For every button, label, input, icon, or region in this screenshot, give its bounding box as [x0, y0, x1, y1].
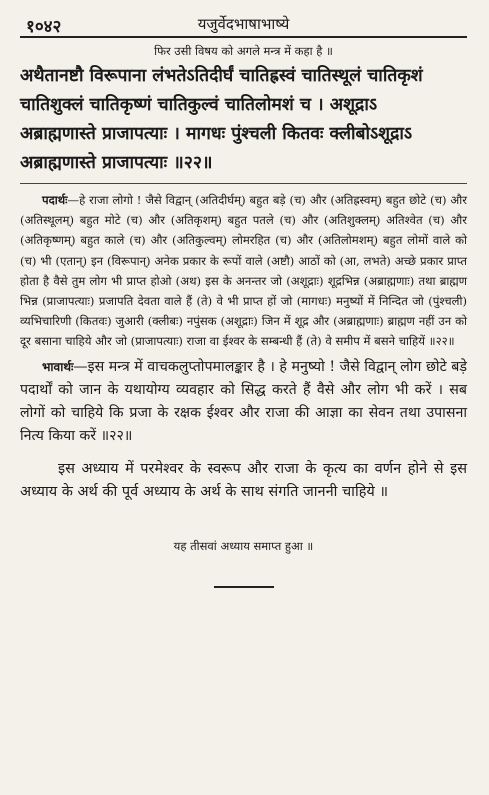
- section-divider: [20, 183, 467, 184]
- mantra-line: अब्राह्मणास्ते प्राजापत्याः ॥२२॥: [20, 153, 213, 173]
- running-title: यजुर्वेदभाषाभाष्ये: [197, 15, 290, 33]
- mantra-line: अथैतानष्टौ विरूपाना लंभतेऽतिदीर्घं चातिह्रस्वं चातिस्थूलं चातिकृशं: [20, 66, 423, 86]
- bhavartha-label: भावार्थः: [42, 359, 74, 374]
- padartha-label: पदार्थः: [42, 193, 68, 207]
- padartha-text: —हे राजा लोगो ! जैसे विद्वान् (अतिदीर्घम्) बहुत बड़े (च) और (अतिह्रस्वम्) बहुत छोटे (च) और (अतिस्थूलम्) बहुत मोटे (च) और (अतिकृशम्) बहुत पतले (च) और (अतिशुक्लम्) अतिश्वेत (च) और (अतिकृष्णम्) बहुत काले (च) और (अतिकुल्वम्) लोमरहित (च) और (अतिलोमशम्) बहुत लोमों वाले को (च) भी (एतान्) इन (विरूपान्) अनेक प्रकार के रूपों वाले (अष्टौ) आठों को (आ, लभते) अच्छे प्रकार प्राप्त होता है वैसे तुम लोग भी प्राप्त होओ (अथ) इस के अनन्तर जो (अशूद्राः) शूद्रभिन्न (अब्राह्मणाः) तथा ब्राह्मण भिन्न (प्राजापत्याः) प्रजापति देवता वाले हैं (ते) वे भी प्राप्त हों जो (मागधः) मनुष्यों में निन्दित जो (पुंश्चली) व्यभिचारिणी (कितवः) जुआरी (क्लीबः) नपुंसक (अशूद्राः) जिन में शूद्र और (अब्राह्मणाः) ब्राह्मण नहीं उन को दूर बसाना चाहिये और जो (प्राजापत्याः) राजा वा ईश्वर के सम्बन्धी हैं (ते) वे समीप में बसने चाहियें ॥२२॥: [20, 193, 467, 349]
- mantra-line: अब्राह्मणास्ते प्राजापत्याः । मागधः पुंश्चली कितवः क्लीबोऽशूद्राऽ: [20, 124, 413, 144]
- page-number: १०४२: [26, 17, 62, 37]
- chapter-conclusion: इस अध्याय में परमेश्वर के स्वरूप और राजा के कृत्य का वर्णन होने से इस अध्याय के अर्थ की पूर्व अध्याय के अर्थ के साथ संगति जाननी चाहिये ॥: [20, 460, 467, 501]
- mantra-intro: फिर उसी विषय को अगले मन्त्र में कहा है ॥: [154, 44, 333, 58]
- mantra-text: [20, 62, 467, 178]
- mantra-line: चातिशुक्लं चातिकृष्णं चातिकुल्वं चातिलोमशं च । अशूद्राऽ: [20, 95, 378, 115]
- chapter-end-note: यह तीसवां अध्याय समाप्त हुआ ॥: [173, 538, 314, 553]
- padartha-paragraph: [20, 190, 467, 352]
- end-divider: [214, 586, 274, 588]
- bhavartha-paragraph: [20, 356, 467, 448]
- bhavartha-text: —इस मन्त्र में वाचकलुप्तोपमालङ्कार है । हे मनुष्यो ! जैसे विद्वान् लोग छोटे बड़े पदार्थों को जान के यथायोग्य व्यवहार को सिद्ध करते हैं वैसे और लोग भी करें । सब लोगों को चाहिये कि प्रजा के रक्षक ईश्वर और राजा की आज्ञा का सेवन तथा उपासना नित्य किया करें ॥२२॥: [20, 358, 467, 444]
- page-header: [20, 8, 467, 38]
